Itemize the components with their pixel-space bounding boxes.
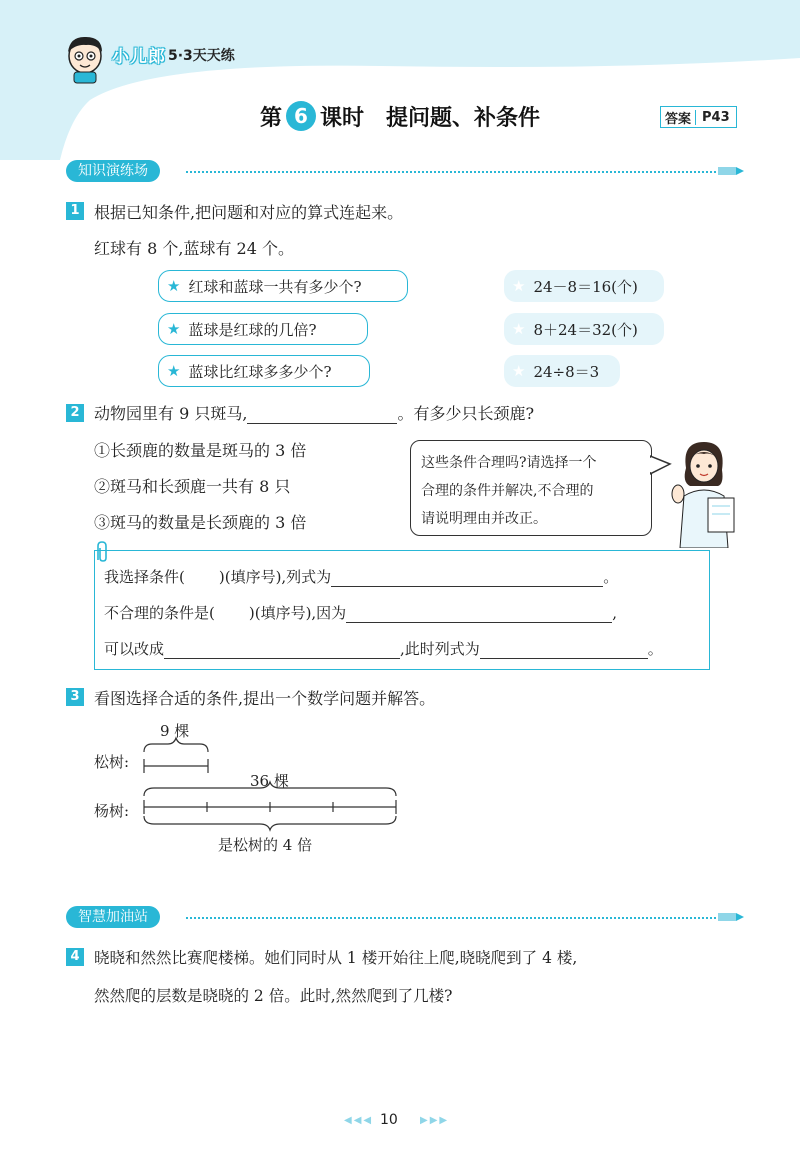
q2-line3-b: ,此时列式为 (400, 640, 480, 658)
paperclip-icon (94, 540, 110, 564)
q2-stem-end: 。有多少只长颈鹿? (397, 404, 535, 423)
q1-question-1[interactable] (158, 270, 408, 302)
star-icon: ★ (512, 320, 526, 338)
pencil-icon (718, 165, 744, 177)
q2-option-3: ③斑马的数量是长颈鹿的 3 倍 (94, 513, 307, 532)
q1-question-2-text: 蓝球是红球的几倍? (188, 320, 317, 339)
q2-formula-blank-2[interactable] (480, 641, 648, 659)
star-icon: ★ (167, 277, 181, 295)
q1-formula-3[interactable] (504, 355, 620, 387)
title-topic: 提问题、补条件 (386, 105, 541, 131)
teacher-illustration-icon (664, 436, 744, 548)
header-background (0, 0, 800, 160)
q2-line2-a: 不合理的条件是( (104, 604, 215, 622)
q2-option-2: ②斑马和长颈鹿一共有 8 只 (94, 477, 291, 496)
page-title (200, 98, 600, 134)
q4-line-2: 然然爬的层数是晓晓的 2 倍。此时,然然爬到了几楼? (94, 987, 453, 1005)
q1-formula-1-text: 24－8＝16(个) (533, 277, 638, 296)
brand-name: 小儿郎 (112, 47, 166, 67)
question-number-3: 3 (66, 688, 84, 706)
q1-question-1-text: 红球和蓝球一共有多少个? (188, 277, 362, 296)
q2-line1-b: )(填序号),列式为 (218, 568, 332, 586)
q2-condition-blank[interactable] (247, 406, 397, 424)
q2-answer-line-1 (104, 566, 618, 587)
question-number-1: 1 (66, 202, 84, 220)
brand-subtitle: 5·3天天练 (168, 48, 235, 64)
q2-change-blank[interactable] (164, 641, 400, 659)
q2-reason-blank[interactable] (346, 605, 612, 623)
q3-instruction: 看图选择合适的条件,提出一个数学问题并解答。 (94, 689, 436, 708)
title-prefix: 第 (259, 105, 282, 131)
pencil-icon (718, 911, 744, 923)
speech-bubble (410, 440, 652, 536)
q1-question-2[interactable] (158, 313, 368, 345)
speech-line-3: 请说明理由并改正。 (421, 511, 547, 527)
q1-question-3-text: 蓝球比红球多多少个? (188, 362, 332, 381)
page-number: 10 (380, 1112, 398, 1128)
relation-label: 是松树的 4 倍 (218, 836, 313, 854)
q1-formula-2-text: 8＋24＝32(个) (533, 320, 638, 339)
star-icon: ★ (167, 320, 181, 338)
speech-line-2: 合理的条件并解决,不合理的 (421, 483, 594, 499)
speech-line-1: 这些条件合理吗?请选择一个 (421, 455, 597, 471)
poplar-count-label: 36 棵 (250, 772, 289, 790)
right-arrows-icon: ▶▶▶ (420, 1115, 450, 1126)
star-icon: ★ (167, 362, 181, 380)
answer-label: 答案 (661, 108, 695, 127)
q2-answer-line-2 (104, 602, 617, 623)
q2-formula-blank-1[interactable] (331, 569, 603, 587)
question-number-4: 4 (66, 948, 84, 966)
section-banner-wisdom: 智慧加油站 (66, 906, 160, 928)
star-icon: ★ (512, 277, 526, 295)
q2-option-1: ①长颈鹿的数量是斑马的 3 倍 (94, 441, 307, 460)
q1-formula-1[interactable] (504, 270, 664, 302)
left-arrows-icon: ◀◀◀ (344, 1115, 374, 1126)
section-divider (186, 171, 720, 173)
pine-count-label: 9 棵 (160, 722, 190, 740)
answer-page: P43 (695, 110, 736, 125)
q1-instruction: 根据已知条件,把问题和对应的算式连起来。 (94, 203, 404, 222)
q2-stem (94, 401, 534, 424)
q4-line-1: 晓晓和然然比赛爬楼梯。她们同时从 1 楼开始往上爬,晓晓爬到了 4 楼, (94, 949, 578, 967)
section-banner-practice: 知识演练场 (66, 160, 160, 182)
q2-line3-end: 。 (647, 640, 663, 658)
question-number-2: 2 (66, 404, 84, 422)
q2-line2-b: )(填序号),因为 (248, 604, 347, 622)
q2-line1-a: 我选择条件( (104, 568, 185, 586)
q2-line3-a: 可以改成 (104, 640, 165, 658)
q1-question-3[interactable] (158, 355, 370, 387)
q2-line2-end: , (612, 604, 617, 622)
star-icon: ★ (512, 362, 526, 380)
poplar-label: 杨树: (94, 802, 130, 820)
q2-line1-end: 。 (603, 568, 619, 586)
section-divider (186, 917, 720, 919)
title-suffix: 课时 (319, 105, 364, 131)
line-segment-diagram (130, 736, 410, 836)
q2-answer-line-3 (104, 638, 663, 659)
lesson-number-badge: 6 (286, 101, 316, 131)
q2-stem-start: 动物园里有 9 只斑马, (94, 404, 248, 423)
q1-condition: 红球有 8 个,蓝球有 24 个。 (94, 239, 294, 258)
mascot-boy-icon (62, 34, 108, 84)
q1-formula-2[interactable] (504, 313, 664, 345)
q1-formula-3-text: 24÷8＝3 (533, 362, 600, 381)
answer-reference (660, 106, 737, 128)
pine-label: 松树: (94, 753, 130, 771)
